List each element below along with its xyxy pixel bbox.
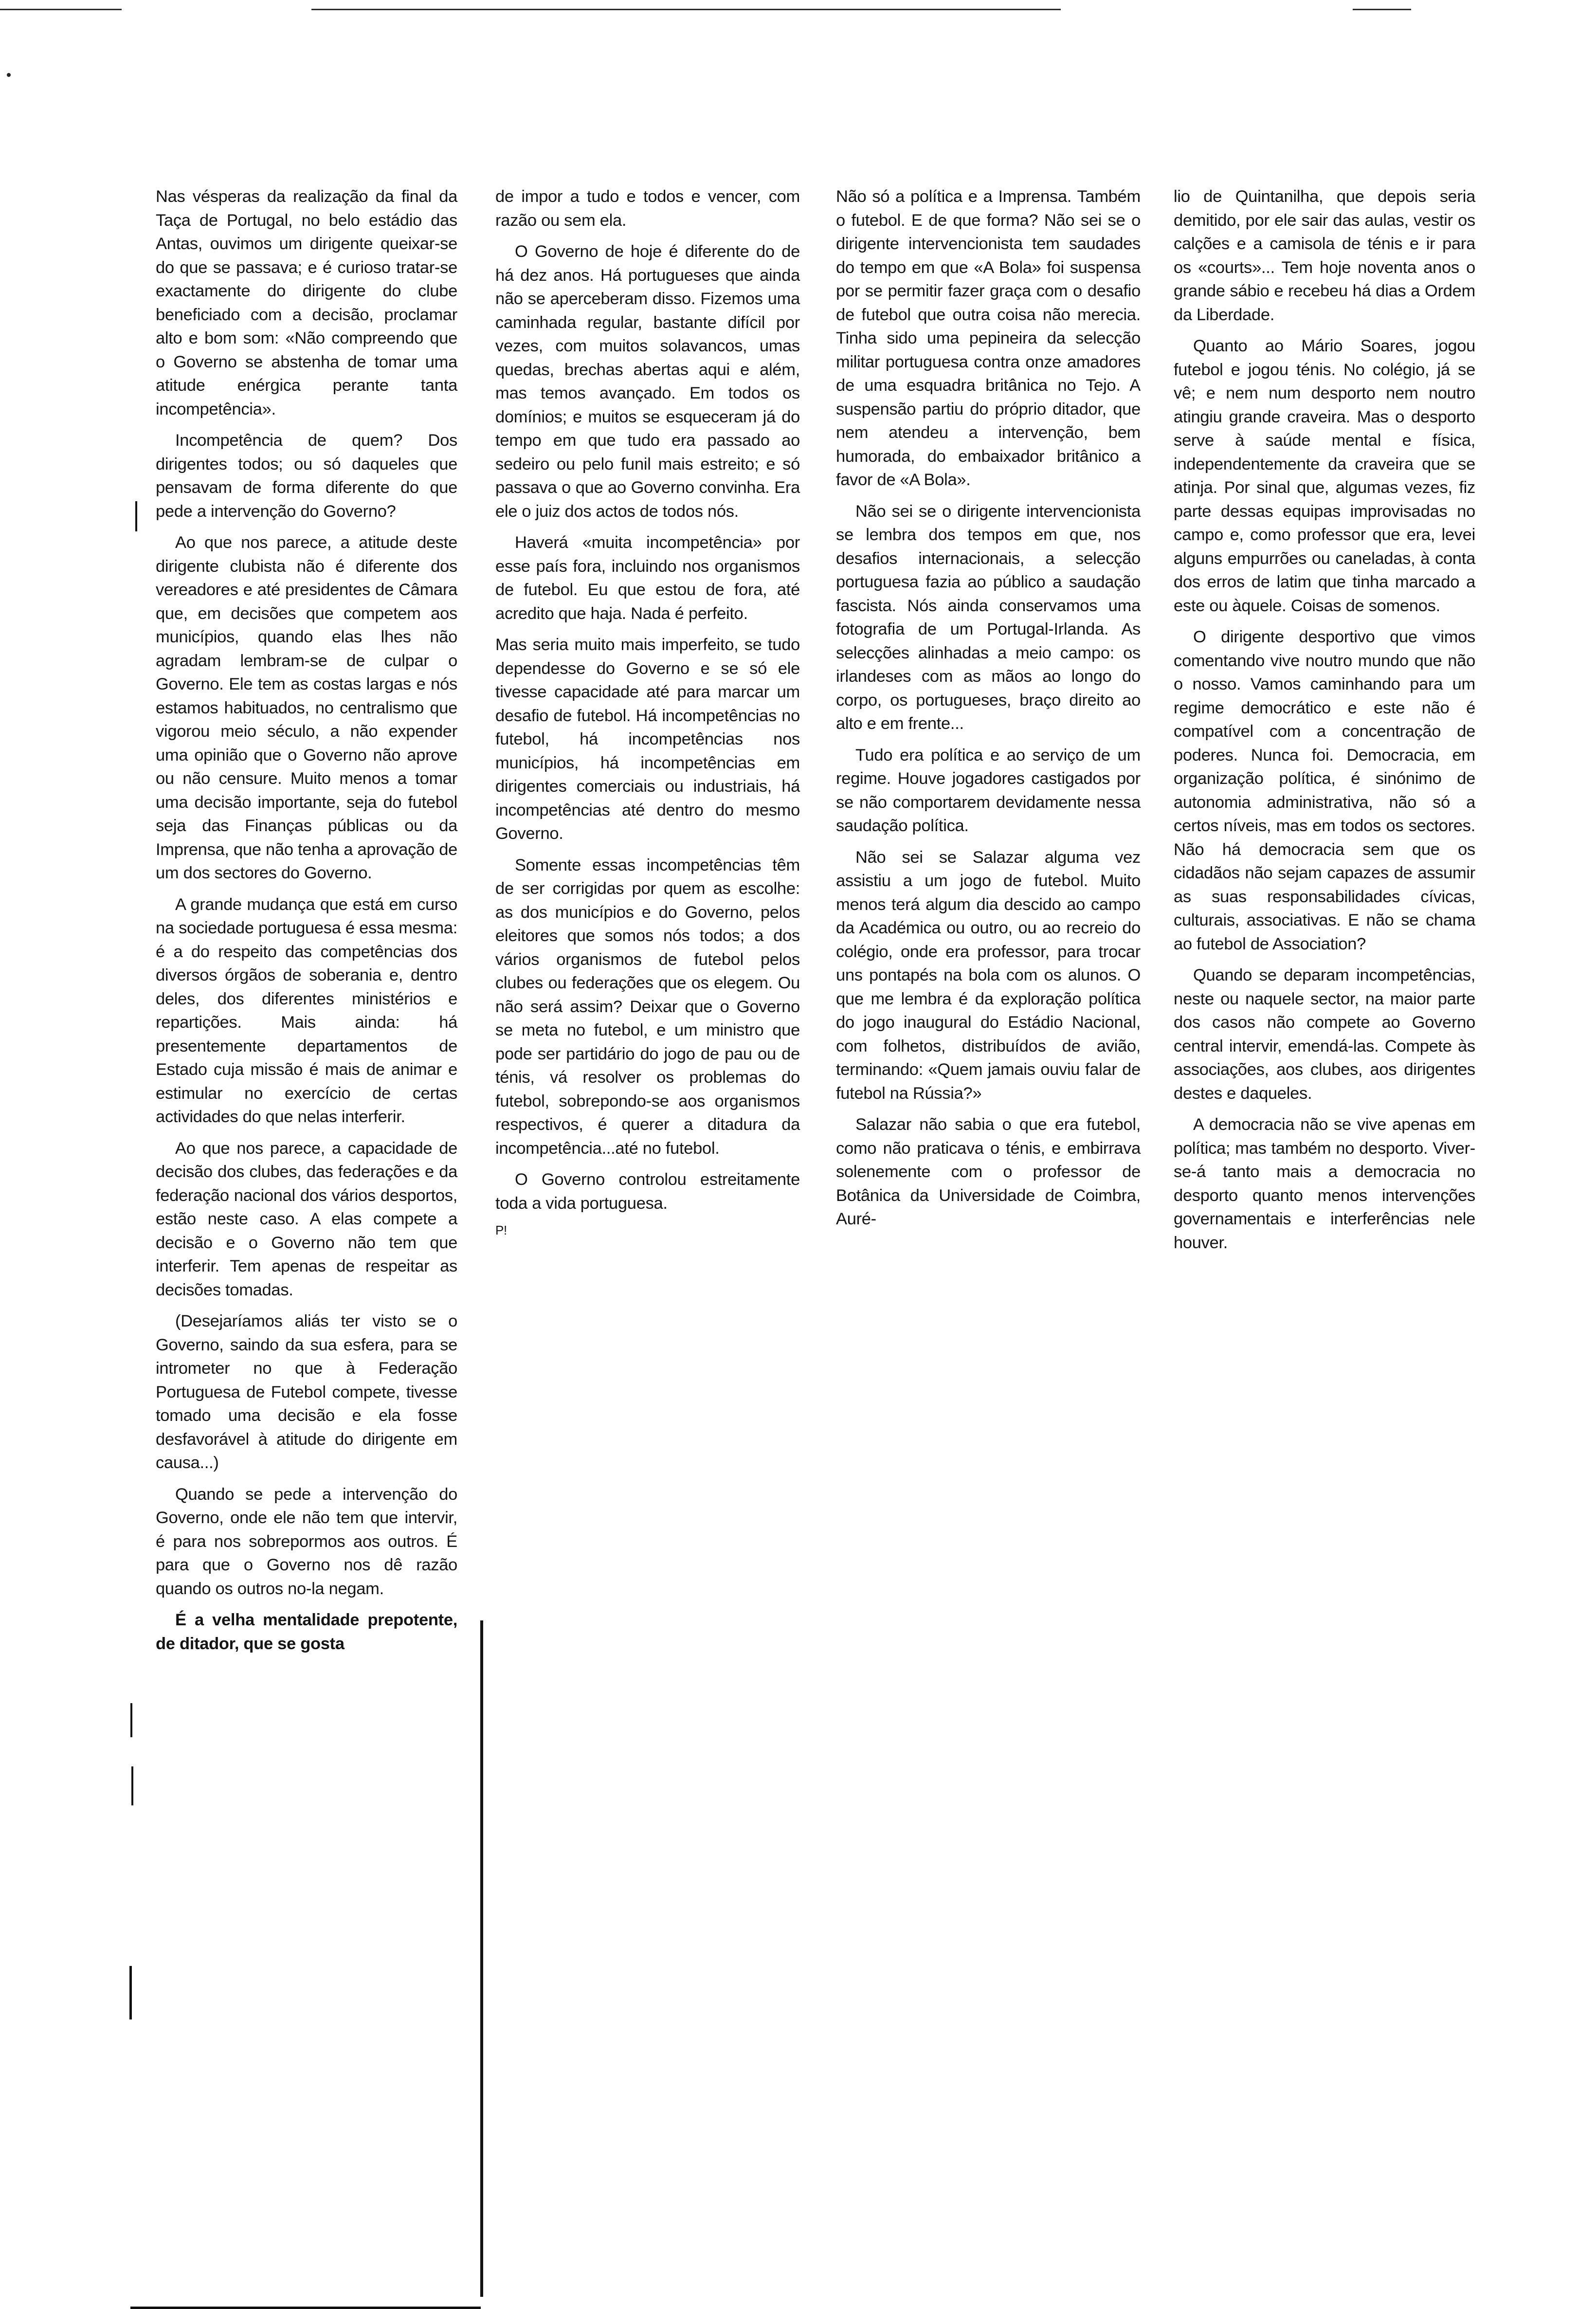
paragraph: Não só a política e a Imprensa. Também o futebol. E de que forma? Não sei se o dirigente intervencionista tem saudades do tempo em que «A Bola» foi suspensa por se permitir fazer graça com o desafio de futebol que outra coisa não merecia. Tinha sido uma pepineira da selecção militar portuguesa contra onze amadores de uma esquadra britânica no Tejo. A suspensão partiu do próprio ditador, que nem atendeu a intervenção, bem humorada, do embaixador britânico a favor de «A Bola». bbox=[836, 187, 1141, 489]
article-column-4 bbox=[1174, 185, 1475, 1262]
top-edge-rule bbox=[1353, 9, 1411, 10]
paragraph: Mas seria muito mais imperfeito, se tudo dependesse do Governo e se só ele tivesse capacidade até para marcar um desafio de futebol. Há incompetências no futebol, há incompetências nos municípios, há incompetências em dirigentes comerciais ou industriais, há incompetências até dentro do mesmo Governo. bbox=[495, 636, 800, 843]
margin-rule bbox=[130, 1703, 132, 1737]
margin-rule bbox=[129, 1966, 132, 2019]
article-column-1 bbox=[156, 185, 457, 1663]
paragraph: Somente essas incompetências têm de ser corrigidas por quem as escolhe: as dos municípios e do Governo, pelos eleitores que somos nós todos; a dos vários organismos de futebol pelos clubes ou federações que os elegem. Ou não será assim? Deixar que o Governo se meta no futebol, e um ministro que pode ser partidário do jogo de pau ou de ténis, vá resolver os problemas do futebol, sobrepondo-se aos organismos respectivos, é querer a ditadura da incompetência...até no futebol. bbox=[495, 855, 800, 1158]
paragraph: (Desejaríamos aliás ter visto se o Governo, saindo da sua esfera, para se intrometer no que à Federação Portuguesa de Futebol compete, tivesse tomado uma decisão e ela fosse desfavorável à atitude do dirigente em causa...) bbox=[156, 1312, 457, 1472]
paragraph: Incompetência de quem? Dos dirigentes todos; ou só daqueles que pensavam de forma diferente do que pede a intervenção do Governo? bbox=[156, 431, 457, 521]
paragraph: Ao que nos parece, a capacidade de decisão dos clubes, das federações e da federação nacional dos vários desportos, estão neste caso. A elas compete a decisão e o Governo não tem que interferir. Tem apenas de respeitar as decisões tomadas. bbox=[156, 1139, 457, 1299]
paragraph: de impor a tudo e todos e vencer, com razão ou sem ela. bbox=[495, 187, 800, 230]
paragraph: O Governo de hoje é diferente do de há dez anos. Há portugueses que ainda não se aperceberam disso. Fizemos uma caminhada regular, bastante difícil por vezes, com muitos solavancos, umas quedas, brechas abertas aqui e além, mas temos avançado. Em todos os domínios; e muitos se esqueceram já do tempo em que tudo era passado ao sedeiro ou pelo funil mais estreito; e só passava o que ao Governo convinha. Era ele o juiz dos actos de todos nós. bbox=[495, 242, 800, 521]
margin-mark bbox=[7, 73, 11, 77]
column-fragment: P! bbox=[495, 1223, 507, 1237]
paragraph: O dirigente desportivo que vimos comentando vive noutro mundo que não o nosso. Vamos caminhando para um regime democrático e este não é compatível com a concentração de poderes. Nunca foi. Democracia, em organização política, é sinónimo de autonomia administrativa, não só a certos níveis, mas em todos os sectores. Não há democracia sem que os cidadãos não sejam capazes de assumir as suas responsabilidades cívicas, culturais, associativas. E não se chama ao futebol de Association? bbox=[1174, 628, 1475, 953]
article-column-2 bbox=[495, 185, 800, 1245]
paragraph: Salazar não sabia o que era futebol, como não praticava o ténis, e embirrava solenemente com o professor de Botânica da Universidade de Coimbra, Auré- bbox=[836, 1115, 1141, 1228]
paragraph: Nas vésperas da realização da final da Taça de Portugal, no belo estádio das Antas, ouvimos um dirigente queixar-se do que se passava; e é curioso tratar-se exactamente do dirigente do clube beneficiado com a decisão, proclamar alto e bom som: «Não compreendo que o Governo se abstenha de tomar uma atitude enérgica perante tanta incompetência». bbox=[156, 187, 457, 418]
margin-rule bbox=[135, 501, 137, 531]
paragraph: Ao que nos parece, a atitude deste dirigente clubista não é diferente dos vereadores e até presidentes de Câmara que, em decisões que competem aos municípios, quando elas lhes não agradam lembram-se de culpar o Governo. Ele tem as costas largas e nós estamos habituados, no centralismo que vigorou meio século, a não expender uma opinião que o Governo não aprove ou não censure. Muito menos a tomar uma decisão importante, seja do futebol seja das Finanças públicas ou da Imprensa, que não tenha a aprovação de um dos sectores do Governo. bbox=[156, 533, 457, 882]
paragraph: A grande mudança que está em curso na sociedade portuguesa é essa mesma: é a do respeito das competências dos diversos órgãos de soberania e, dentro deles, dos diferentes ministérios e repartições. Mais ainda: há presentemente departamentos de Estado cuja missão é mais de animar e estimular no exercício de certas actividades do que nelas interferir. bbox=[156, 895, 457, 1126]
top-edge-rule bbox=[311, 9, 1061, 10]
margin-rule bbox=[480, 1620, 483, 2297]
paragraph: lio de Quintanilha, que depois seria demitido, por ele sair das aulas, vestir os calções e a camisola de ténis e ir para os «courts»... Tem hoje noventa anos o grande sábio e recebeu há dias a Ordem da Liberdade. bbox=[1174, 187, 1475, 324]
bottom-rule bbox=[130, 2307, 481, 2309]
paragraph: Quando se deparam incompetências, neste ou naquele sector, na maior parte dos casos não compete ao Governo central intervir, emendá-las. Compete às associações, aos clubes, aos dirigentes destes e daqueles. bbox=[1174, 966, 1475, 1103]
paragraph: Quando se pede a intervenção do Governo, onde ele não tem que intervir, é para nos sobrepormos aos outros. É para que o Governo nos dê razão quando os outros no-la negam. bbox=[156, 1485, 457, 1598]
top-edge-rule bbox=[0, 9, 122, 10]
paragraph: Tudo era política e ao serviço de um regime. Houve jogadores castigados por se não comportarem devidamente nessa saudação política. bbox=[836, 745, 1141, 835]
paragraph: Quanto ao Mário Soares, jogou futebol e jogou ténis. No colégio, já se vê; e nem num desporto nem noutro atingiu grande craveira. Mas o desporto serve à saúde mental e física, independentemente da craveira que se atinja. Por sinal que, algumas vezes, fiz parte dessas equipas improvisadas no campo e, como professor que era, levei alguns empurrões ou caneladas, à conta dos erros de latim que tinha marcado a este ou àquele. Coisas de somenos. bbox=[1174, 337, 1475, 615]
paragraph: Não sei se Salazar alguma vez assistiu a um jogo de futebol. Muito menos terá algum dia descido ao campo da Académica ou outro, ou ao recreio do colégio, onde era professor, para trocar uns pontapés na bola com os alunos. O que me lembra é da exploração política do jogo inaugural do Estádio Nacional, com folhetos, distribuídos de avião, terminando: «Quem jamais ouviu falar de futebol na Rússia?» bbox=[836, 848, 1141, 1103]
paragraph: É a velha mentalidade prepotente, de ditador, que se gosta bbox=[156, 1611, 457, 1653]
article-column-3 bbox=[836, 185, 1141, 1239]
margin-rule bbox=[131, 1766, 133, 1805]
paragraph: Não sei se o dirigente intervencionista se lembra dos tempos em que, nos desafios internacionais, a selecção portuguesa fazia ao público a saudação fascista. Nós ainda conservamos uma fotografia de um Portugal-Irlanda. As selecções alinhadas a meio campo: os irlandeses com as mãos ao longo do corpo, os portugueses, braço direito ao alto e em frente... bbox=[836, 502, 1141, 733]
paragraph: O Governo controlou estreitamente toda a vida portuguesa. bbox=[495, 1170, 800, 1213]
paragraph: A democracia não se vive apenas em política; mas também no desporto. Viver-se-á tanto mais a democracia no desporto quanto menos intervenções governamentais e interferências nele houver. bbox=[1174, 1115, 1475, 1252]
paragraph: Haverá «muita incompetência» por esse país fora, incluindo nos organismos de futebol. Eu que estou de fora, até acredito que haja. Nada é perfeito. bbox=[495, 533, 800, 623]
